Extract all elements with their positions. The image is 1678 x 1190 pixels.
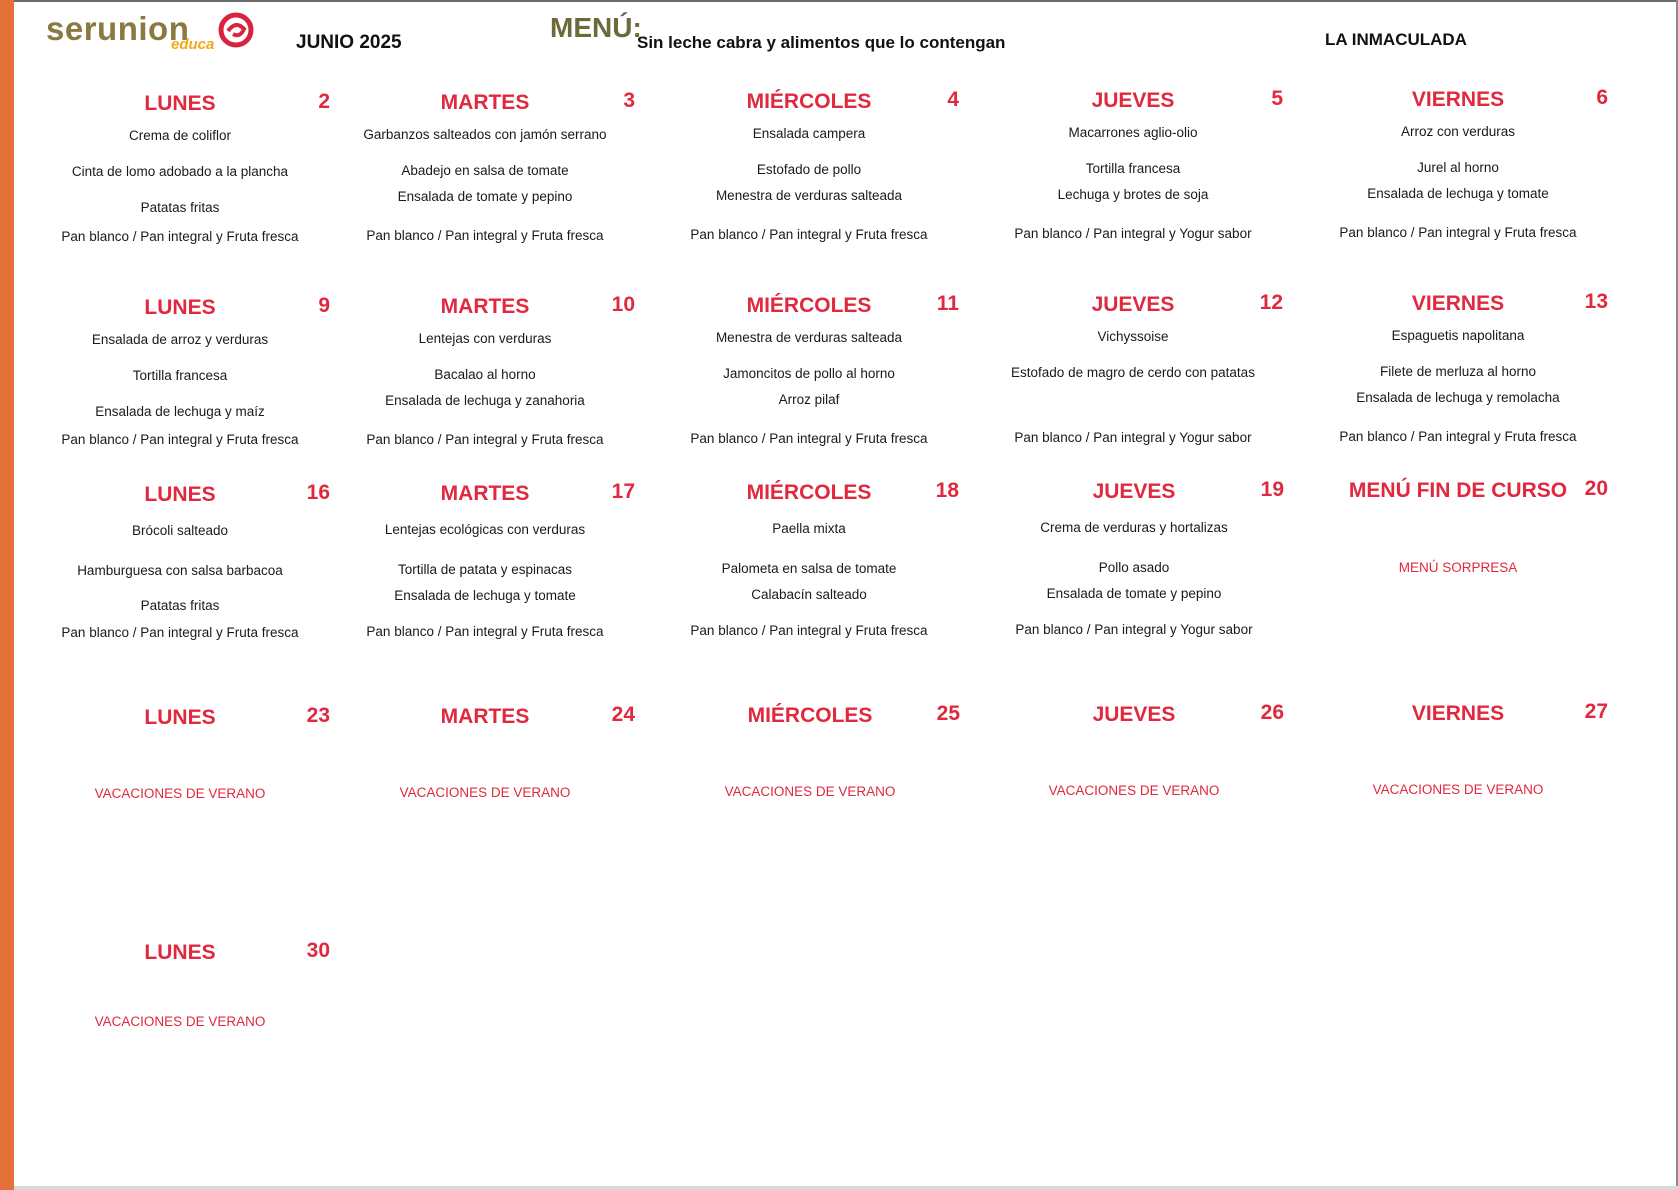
day-name: LUNES [144,706,216,729]
holiday-note: VACACIONES DE VERANO [1048,783,1220,798]
day-number: 19 [1260,478,1284,501]
day-card-18 [659,481,959,681]
surprise-menu-note: MENÚ SORPRESA [1398,560,1518,575]
day-number: 5 [1271,87,1283,110]
bread-dessert: Pan blanco / Pan integral y Yogur sabor [1014,430,1252,445]
holiday-note: VACACIONES DE VERANO [94,1014,266,1029]
first-course: Lentejas ecológicas con verduras [384,522,586,537]
day-number: 27 [1584,700,1608,723]
side-dish: Ensalada de tomate y pepino [397,189,573,204]
day-card-11 [659,294,959,494]
side-dish: Ensalada de tomate y pepino [1046,586,1222,601]
day-card-5 [983,89,1283,289]
day-card-17 [335,482,635,682]
day-card-6 [1308,88,1608,288]
month-title: JUNIO 2025 [296,32,402,53]
side-dish: Ensalada de lechuga y maíz [95,404,265,419]
bread-dessert: Pan blanco / Pan integral y Fruta fresca [61,625,299,640]
second-course: Estofado de magro de cerdo con patatas [1011,365,1255,380]
day-number: 16 [306,481,330,504]
day-number: 30 [306,939,330,962]
second-course: Pollo asado [1098,560,1170,575]
top-border [14,0,1678,2]
day-name: LUNES [144,296,216,319]
first-course: Menestra de verduras salteada [715,330,903,345]
side-dish: Arroz pilaf [778,392,840,407]
holiday-note: VACACIONES DE VERANO [724,784,896,799]
day-number: 13 [1584,290,1608,313]
day-name: MARTES [440,295,530,318]
first-course: Ensalada de arroz y verduras [91,332,269,347]
second-course: Estofado de pollo [756,162,862,177]
second-course: Filete de merluza al horno [1379,364,1537,379]
day-card-25 [660,704,960,904]
day-card-30 [30,941,330,1141]
first-course: Brócoli salteado [131,523,229,538]
day-number: 2 [318,90,330,113]
holiday-note: VACACIONES DE VERANO [399,785,571,800]
first-course: Macarrones aglio-olio [1068,125,1198,140]
second-course: Abadejo en salsa de tomate [401,163,569,178]
day-number: 9 [318,294,330,317]
first-course: Paella mixta [772,521,846,536]
bread-dessert: Pan blanco / Pan integral y Fruta fresca [61,229,299,244]
side-dish: Ensalada de lechuga y zanahoria [385,393,585,408]
day-card-13 [1308,292,1608,492]
second-course: Palometa en salsa de tomate [721,561,897,576]
day-name: LUNES [144,941,216,964]
first-course: Vichyssoise [1097,329,1169,344]
bottom-border [14,1186,1678,1190]
holiday-note: VACACIONES DE VERANO [94,786,266,801]
day-card-24 [335,705,635,905]
day-name: LUNES [144,483,216,506]
day-name: VIERNES [1411,702,1505,725]
second-course: Jamoncitos de pollo al horno [723,366,895,381]
day-name: MIÉRCOLES [746,90,872,113]
day-number: 6 [1596,86,1608,109]
day-card-4 [659,90,959,290]
first-course: Garbanzos salteados con jamón serrano [363,127,607,142]
left-orange-border [0,0,14,1190]
day-card-2 [30,92,330,292]
day-name: JUEVES [1092,480,1176,503]
day-name: JUEVES [1092,703,1176,726]
side-dish: Lechuga y brotes de soja [1057,187,1209,202]
day-name: MARTES [440,705,530,728]
side-dish: Patatas fritas [140,598,220,613]
day-number: 26 [1260,701,1284,724]
first-course: Crema de coliflor [128,128,232,143]
day-name: MENÚ FIN DE CURSO [1348,479,1568,502]
day-name: LUNES [144,92,216,115]
day-card-16 [30,483,330,683]
side-dish: Calabacín salteado [751,587,867,602]
second-course: Bacalao al horno [434,367,536,382]
second-course: Hamburguesa con salsa barbacoa [77,563,283,578]
day-card-10 [335,295,635,495]
side-dish: Ensalada de lechuga y remolacha [1356,390,1560,405]
day-number: 20 [1584,477,1608,500]
diet-subtitle: Sin leche cabra y alimentos que lo contengan [637,33,1006,52]
day-card-9 [30,296,330,496]
day-number: 17 [611,480,635,503]
side-dish: Ensalada de lechuga y tomate [394,588,576,603]
school-name: LA INMACULADA [1325,30,1467,49]
second-course: Tortilla francesa [132,368,228,383]
day-number: 18 [935,479,959,502]
bread-dessert: Pan blanco / Pan integral y Fruta fresca [366,624,604,639]
first-course: Ensalada campera [752,126,866,141]
bread-dessert: Pan blanco / Pan integral y Yogur sabor [1014,226,1252,241]
day-card-19 [984,480,1284,680]
second-course: Tortilla de patata y espinacas [397,562,573,577]
serunion-logo [46,10,256,54]
second-course: Cinta de lomo adobado a la plancha [71,164,289,179]
bread-dessert: Pan blanco / Pan integral y Fruta fresca [366,228,604,243]
first-course: Espaguetis napolitana [1391,328,1525,343]
bread-dessert: Pan blanco / Pan integral y Yogur sabor [1015,622,1253,637]
day-number: 3 [623,89,635,112]
day-name: VIERNES [1411,88,1505,111]
day-number: 11 [936,292,959,315]
first-course: Arroz con verduras [1400,124,1516,139]
second-course: Jurel al horno [1417,160,1499,175]
day-name: JUEVES [1091,293,1175,316]
side-dish: Patatas fritas [140,200,220,215]
holiday-note: VACACIONES DE VERANO [1372,782,1544,797]
bread-dessert: Pan blanco / Pan integral y Fruta fresca [1339,225,1577,240]
logo-sub: educa [171,36,215,53]
day-name: MARTES [440,91,530,114]
side-dish: Ensalada de lechuga y tomate [1367,186,1549,201]
first-course: Lentejas con verduras [418,331,552,346]
bread-dessert: Pan blanco / Pan integral y Fruta fresca [690,227,928,242]
bread-dessert: Pan blanco / Pan integral y Fruta fresca [366,432,604,447]
day-number: 23 [306,704,330,727]
day-name: VIERNES [1411,292,1505,315]
day-name: MIÉRCOLES [746,294,872,317]
day-card-27 [1308,702,1608,902]
day-number: 4 [947,88,959,111]
day-number: 24 [611,703,635,726]
day-card-3 [335,91,635,291]
first-course: Crema de verduras y hortalizas [1040,520,1228,535]
day-card-26 [984,703,1284,903]
swirl-logo-icon [218,12,254,48]
bread-dessert: Pan blanco / Pan integral y Fruta fresca [690,623,928,638]
day-name: MARTES [440,482,530,505]
menu-heading: MENÚ: [550,12,642,43]
day-name: MIÉRCOLES [747,704,873,727]
bread-dessert: Pan blanco / Pan integral y Fruta fresca [1339,429,1577,444]
logo-text: serunion [46,10,190,47]
second-course: Tortilla francesa [1085,161,1181,176]
side-dish: Menestra de verduras salteada [715,188,903,203]
day-number: 12 [1259,291,1283,314]
bread-dessert: Pan blanco / Pan integral y Fruta fresca [61,432,299,447]
day-number: 25 [936,702,960,725]
day-number: 10 [611,293,635,316]
day-card-12 [983,293,1283,493]
day-name: JUEVES [1091,89,1175,112]
day-card-23 [30,706,330,906]
day-card-20 [1308,479,1608,679]
day-name: MIÉRCOLES [746,481,872,504]
bread-dessert: Pan blanco / Pan integral y Fruta fresca [690,431,928,446]
